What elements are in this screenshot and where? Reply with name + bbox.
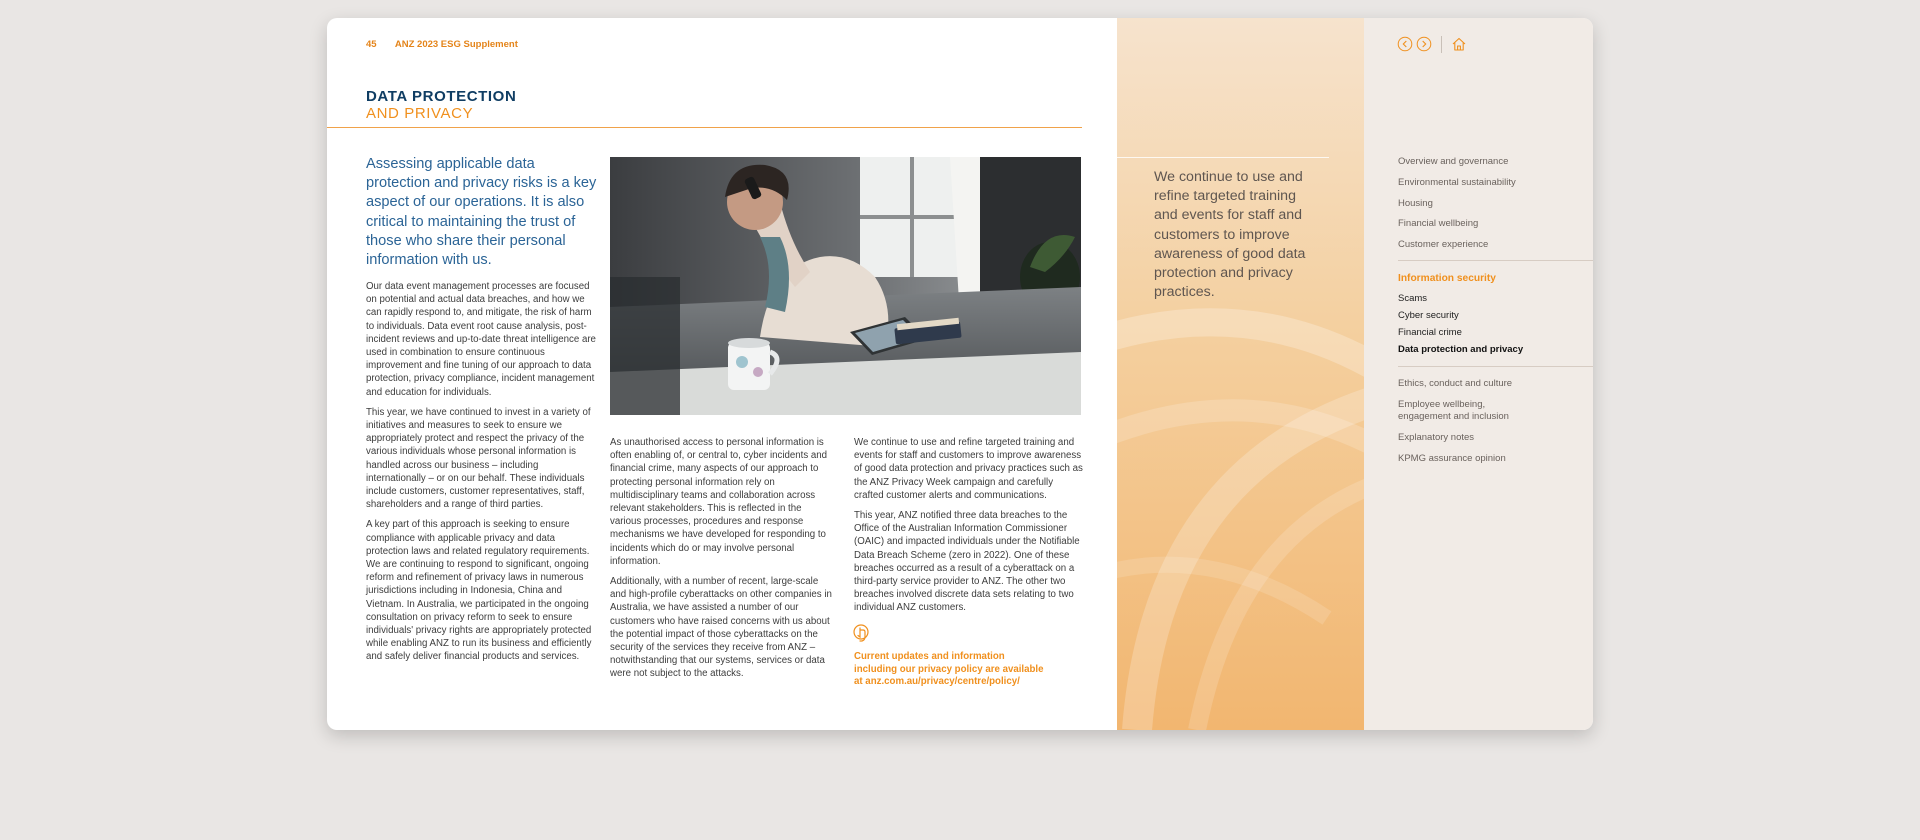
body-column-3 xyxy=(854,436,1084,622)
decorative-swirl xyxy=(1117,18,1364,730)
publication-title: ANZ 2023 ESG Supplement xyxy=(394,39,518,50)
page-title-line2: AND PRIVACY xyxy=(366,105,474,122)
nav-item-scams[interactable]: Scams xyxy=(1398,293,1428,304)
icon-separator xyxy=(1441,36,1442,53)
nav-item-ethics[interactable]: Ethics, conduct and culture xyxy=(1398,378,1513,389)
paragraph: Our data event management processes are focused on potential and actual data breaches, and how we can rapidly respond to, and mitigate, the risk of harm to individuals. Data event root cause analysis, post-incident reviews and up-to-date threat intelligence are used in combination to ensure continuous improvement and fine tuning of our approach to data protection, privacy compliance, incident management and education for individuals. xyxy=(366,281,596,398)
document-page xyxy=(327,18,1593,730)
nav-divider xyxy=(1398,366,1593,367)
lead-paragraph: Assessing applicable data protection and privacy risks is a key aspect of our operations. It is also critical to maintaining the trust of those who share their personal information with us. xyxy=(366,156,597,269)
nav-item-kpmg-assurance[interactable]: KPMG assurance opinion xyxy=(1398,453,1506,464)
nav-item-overview[interactable]: Overview and governance xyxy=(1398,156,1509,167)
paragraph: Additionally, with a number of recent, large-scale and high-profile cyberattacks on other companies in Australia, we have assisted a number of our customers who have raised concerns with us about the potential impact of those cyberattacks on the security of the services they receive from ANZ – notwithstanding that our systems, services or data were not subject to the attacks. xyxy=(610,576,832,680)
body-column-1 xyxy=(366,280,596,671)
nav-item-data-protection-current[interactable]: Data protection and privacy xyxy=(1398,344,1524,355)
nav-item-environmental[interactable]: Environmental sustainability xyxy=(1398,177,1516,188)
nav-item-financial-crime[interactable]: Financial crime xyxy=(1398,327,1462,338)
nav-divider xyxy=(1398,260,1593,261)
page-title-line1: DATA PROTECTION xyxy=(366,88,517,105)
woman-on-phone-photo xyxy=(610,157,1081,415)
quote-divider xyxy=(1117,157,1329,158)
navigation-sidebar xyxy=(1364,18,1593,730)
pull-quote: We continue to use and refine targeted training and events for staff and customers to improve awareness of good data protection and privacy practices. xyxy=(1154,169,1306,301)
page-title xyxy=(366,88,516,122)
home-icon[interactable] xyxy=(1451,36,1467,52)
body-column-2 xyxy=(610,436,835,688)
paragraph: A key part of this approach is seeking to ensure compliance with applicable privacy and data protection laws and related regulatory requirements. We are continuing to respond to significant, ongoing reform and refinement of privacy laws in numerous jurisdictions including in Indonesia, China and Vietnam. In Australia, we participated in the ongoing consultation on privacy reform to seek to ensure individuals' privacy rights are appropriately protected while enabling ANZ to run its business and efficiently and safely deliver financial products and services. xyxy=(366,519,592,663)
nav-item-cyber-security[interactable]: Cyber security xyxy=(1398,310,1459,321)
paragraph: This year, we have continued to invest in a variety of initiatives and measures to seek to ensure we appropriately protect and respect the privacy of the various individuals whose personal information is handled across our business – including internationally – or on our behalf. These individuals include customers, customer representatives, staff, shareholders and a range of third parties. xyxy=(366,406,591,511)
page-number: 45 xyxy=(366,39,377,50)
nav-icon-bar xyxy=(1397,34,1470,54)
next-page-icon[interactable] xyxy=(1416,36,1432,52)
paragraph: As unauthorised access to personal information is often enabling of, or central to, cyber incidents and financial crime, many aspects of our approach to protecting personal information rely on multidisciplinary teams and collaboration across relevant stakeholders. This is reflected in the various processes, procedures and response mechanisms we have developed for responding to incidents which do or may involve personal information. xyxy=(610,437,828,567)
paragraph: This year, ANZ notified three data breaches to the Office of the Australian Information Commissioner (OAIC) and impacted individuals under the Notifiable Data Breach Scheme (zero in 2022). One of these breaches occurred as a result of a cyberattack on a third-party service provider to ANZ. The other two breaches involved discrete data sets relating to two individual ANZ customers. xyxy=(854,510,1080,614)
paragraph: We continue to use and refine targeted training and events for staff and customers to improve awareness of good data protection and privacy practices such as the ANZ Privacy Week campaign and carefully crafted customer alerts and communications. xyxy=(854,437,1083,501)
nav-item-housing[interactable]: Housing xyxy=(1398,198,1433,209)
pointer-hand-icon xyxy=(853,623,873,645)
previous-page-icon[interactable] xyxy=(1397,36,1413,52)
pull-quote-panel xyxy=(1117,18,1364,730)
nav-item-explanatory-notes[interactable]: Explanatory notes xyxy=(1398,432,1475,443)
nav-item-customer-experience[interactable]: Customer experience xyxy=(1398,239,1489,250)
title-divider xyxy=(327,127,1082,128)
nav-section-information-security[interactable]: Information security xyxy=(1398,273,1496,284)
page-header xyxy=(366,39,518,50)
nav-item-employee-wellbeing[interactable]: Employee wellbeing, engagement and inclusion xyxy=(1398,399,1509,422)
privacy-policy-link[interactable]: Current updates and information including our privacy policy are available at anz.com.au/privacy/centre/policy/ xyxy=(854,651,1044,688)
nav-item-financial-wellbeing[interactable]: Financial wellbeing xyxy=(1398,218,1479,229)
